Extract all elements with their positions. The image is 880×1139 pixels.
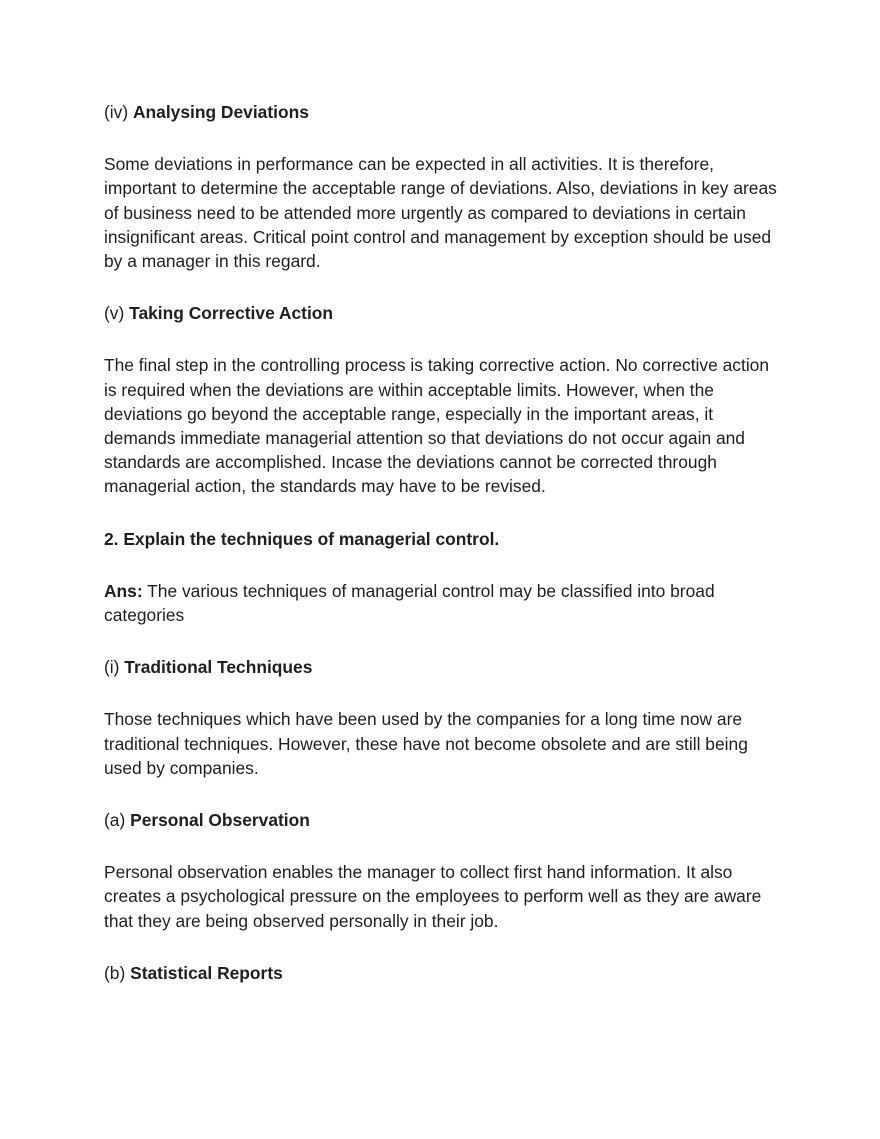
heading-text: Personal Observation: [130, 810, 310, 831]
heading-text: Traditional Techniques: [124, 657, 313, 678]
section-heading: [104, 961, 784, 985]
section-heading: [104, 808, 784, 832]
heading-text: Taking Corrective Action: [129, 303, 334, 324]
answer-label: Ans:: [104, 580, 143, 601]
heading-text: Statistical Reports: [130, 962, 283, 983]
section-heading: [104, 301, 784, 325]
document-page: [104, 100, 784, 1013]
body-paragraph: Those techniques which have been used by the companies for a long time now are traditional techniques. However, these have not become obsolete and are still being used by companies.: [104, 709, 748, 778]
question-heading: 2. Explain the techniques of managerial control.: [104, 528, 500, 549]
heading-prefix: (a): [104, 810, 131, 831]
heading-text: Analysing Deviations: [132, 102, 309, 122]
answer-text: The various techniques of managerial control may be classified into broad categories: [104, 580, 715, 626]
body-paragraph: The final step in the controlling process is taking corrective action. No corrective action is required when the deviations are within acceptable limits. However, when the deviations go beyond the acceptable range, especially in the important areas, it demands immediate managerial attention so that deviations do not occur again and standards are accomplished. Incase the deviations cannot be corrected through managerial action, the standards may have to be revised.: [104, 355, 770, 497]
answer-paragraph: [104, 579, 784, 627]
heading-prefix: (v): [104, 303, 130, 324]
heading-prefix: (iv): [104, 102, 133, 122]
section-heading: [104, 655, 784, 679]
section-heading: [104, 100, 784, 124]
body-paragraph: Personal observation enables the manager to collect first hand information. It also creates a psychological pressure on the employees to perform well as they are aware that they are being observed personally in their job.: [104, 862, 762, 931]
heading-prefix: (i): [104, 657, 125, 678]
body-paragraph: Some deviations in performance can be expected in all activities. It is therefore, important to determine the acceptable range of deviations. Also, deviations in key areas of business need to be attended more urgently as compared to deviations in certain insignificant areas. Critical point control and management by exception should be used by a manager in this regard.: [104, 154, 777, 272]
heading-prefix: (b): [104, 962, 131, 983]
